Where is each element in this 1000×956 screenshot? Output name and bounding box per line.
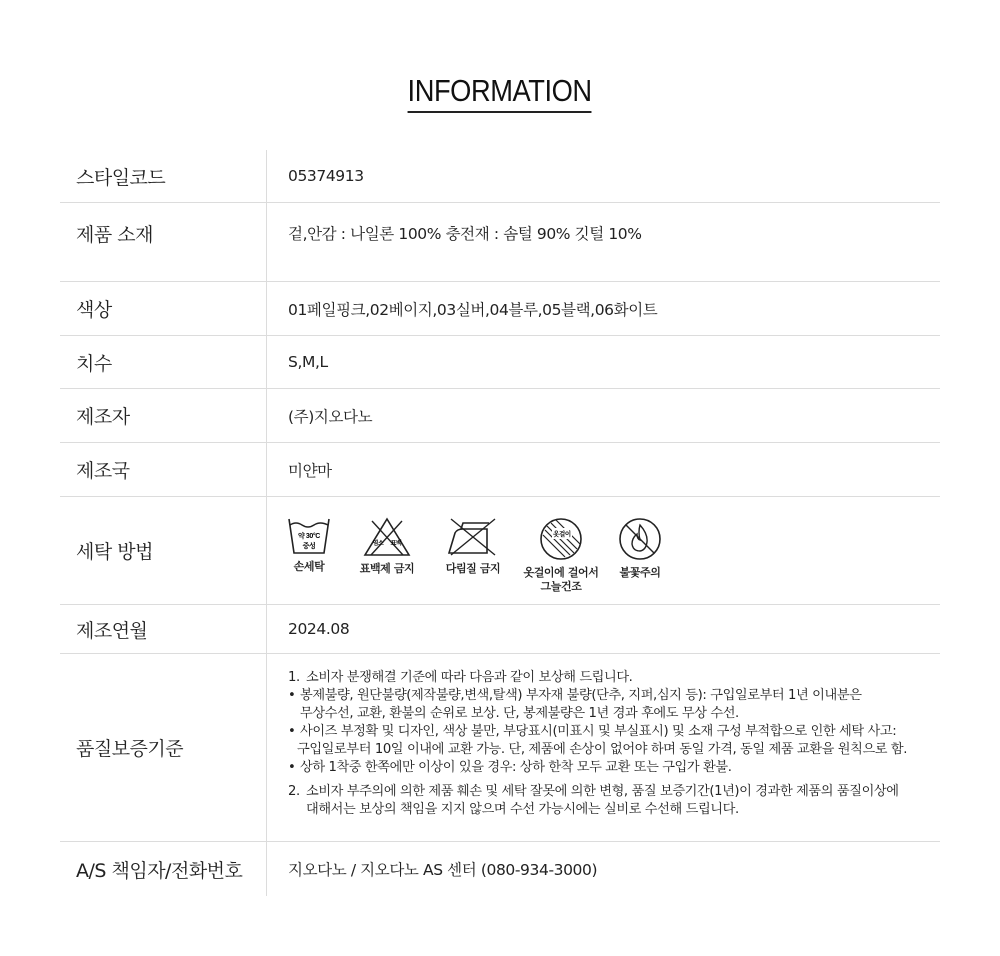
item-line: 소비자 부주의에 의한 제품 훼손 및 세탁 잘못에 의한 변형, 품질 보증기간(1년)이 경과한 제품의 품질이상에 [306,784,899,799]
quality-bullet [288,687,940,723]
svg-text:염소: 염소 [372,540,384,547]
bullet-mark: • [288,724,296,739]
row-label: 스타일코드 [60,150,267,202]
bullet-line: 사이즈 부정확 및 디자인, 색상 불만, 부당표시(미표시 및 부실표시) 및 소재 구성 부적합으로 인한 세탁 사고: [300,724,897,739]
row-size [60,336,940,389]
item-line: 대해서는 보상의 책임을 지지 않으며 수선 가능시에는 실비로 수선해 드립니다. [306,802,739,817]
no-bleach-icon [363,517,411,557]
row-label: 품질보증기준 [60,654,267,841]
row-label: 치수 [60,336,267,388]
bullet-line: 무상수선, 교환, 환불의 순위로 보상. 단, 봉제불량은 1년 경과 후에도 무상 수선. [300,706,739,721]
wash-item [350,517,424,576]
wash-item [516,517,606,594]
row-as [60,842,940,896]
row-label: 색상 [60,282,267,335]
bullet-mark: • [288,688,296,703]
row-label: 제조자 [60,389,267,442]
row-material [60,203,940,282]
quality-bullet [288,759,940,777]
flame-caution-icon [618,517,662,561]
wash-item [436,517,510,576]
item-number: 2. [288,784,300,799]
page-title: INFORMATION [408,72,592,113]
row-label: 제조국 [60,443,267,496]
row-country [60,443,940,497]
bullet-line: 봉제불량, 원단불량(제작불량,변색,탈색) 부자재 불량(단추, 지퍼,심지 등): 구입일로부터 1년 이내분은 [300,688,862,703]
item-text: 소비자 분쟁해결 기준에 따라 다음과 같이 보상해 드립니다. [306,670,633,685]
row-label: 제조연월 [60,605,267,653]
washing-icons [267,497,940,604]
item-number: 1. [288,670,300,685]
quality-bullet [288,723,940,759]
row-label: 세탁 방법 [60,497,267,604]
wash-caption: 불꽃주의 [619,566,661,579]
svg-text:중성: 중성 [302,542,316,550]
row-value: 지오다노 / 지오다노 AS 센터 (080-934-3000) [288,861,598,879]
svg-text:표백: 표백 [390,540,402,547]
row-washing [60,497,940,605]
svg-text:약 30°C: 약 30°C [298,533,320,540]
wash-caption: 표백제 금지 [359,562,415,575]
row-maker [60,389,940,443]
title-wrap [0,72,1000,113]
wash-item [278,517,340,574]
row-style-code [60,150,940,203]
row-value: 05374913 [288,167,364,185]
quality-text [267,654,940,841]
hand-wash-icon [287,517,331,555]
row-value: S,M,L [288,353,328,371]
row-color [60,282,940,336]
row-value: (주)지오다노 [288,407,373,426]
no-iron-icon [447,517,499,557]
info-table [60,150,940,896]
hang-dry-shade-icon [539,517,583,561]
wash-caption: 손세탁 [293,560,325,573]
bullet-mark: • [288,760,296,775]
quality-item [288,669,940,687]
wash-caption: 옷걸이에 걸어서 [523,566,599,579]
row-label: A/S 책임자/전화번호 [60,842,267,896]
row-quality [60,654,940,842]
row-label: 제품 소재 [60,203,267,281]
wash-item [608,517,672,580]
row-date [60,605,940,654]
wash-caption: 다림질 금지 [445,562,501,575]
bullet-line: 구입일로부터 10일 이내에 교환 가능. 단, 제품에 손상이 없어야 하며 동일 가격, 동일 제품 교환을 원칙으로 함. [297,742,908,757]
row-value: 01페일핑크,02베이지,03실버,04블루,05블랙,06화이트 [288,300,658,319]
svg-text:옷걸이: 옷걸이 [553,530,571,538]
wash-caption-2: 그늘건조 [540,580,582,593]
row-value: 겉,안감 : 나일론 100% 충전재 : 솜털 90% 깃털 10% [288,225,642,243]
row-value: 미얀마 [288,461,332,480]
quality-item [288,783,940,819]
row-value: 2024.08 [288,620,350,638]
bullet-line: 상하 1착중 한쪽에만 이상이 있을 경우: 상하 한착 모두 교환 또는 구입가 환불. [300,760,732,775]
